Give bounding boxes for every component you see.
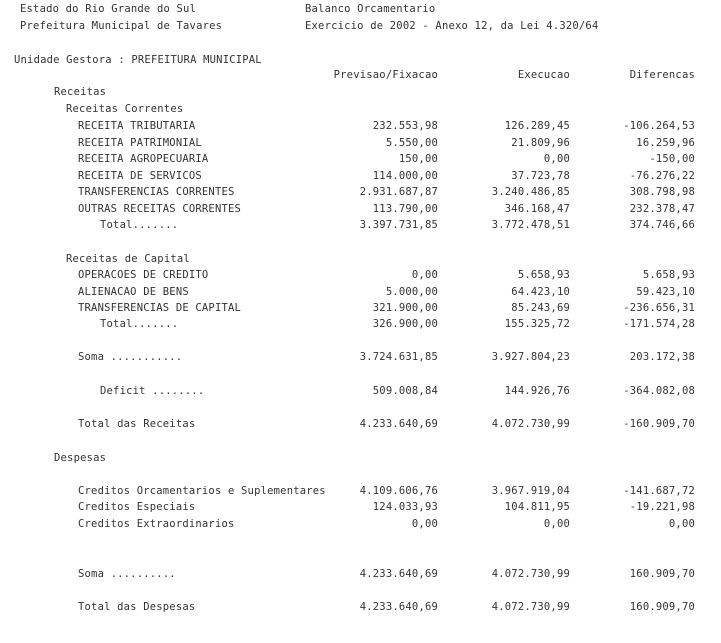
difference-value: -150,00 <box>649 153 695 165</box>
execution-value: 3.967.919,04 <box>491 485 570 497</box>
difference-value: -171.574,28 <box>623 318 695 330</box>
difference-value: 0,00 <box>668 518 695 530</box>
row-label: Receitas <box>54 86 107 98</box>
column-header-forecast: Previsao/Fixacao <box>333 69 438 81</box>
forecast-value: 509.008,84 <box>372 385 438 397</box>
table-row <box>0 186 721 200</box>
row-label: Total das Receitas <box>78 418 196 430</box>
forecast-value: 4.233.640,69 <box>359 568 438 580</box>
forecast-value: 5.000,00 <box>385 286 438 298</box>
row-label: ALIENACAO DE BENS <box>78 286 189 298</box>
difference-value: -76.276,22 <box>629 170 695 182</box>
difference-value: 5.658,93 <box>642 269 695 281</box>
forecast-value: 4.233.640,69 <box>359 601 438 613</box>
execution-value: 0,00 <box>543 518 570 530</box>
execution-value: 3.240.486,85 <box>491 186 570 198</box>
forecast-value: 114.000,00 <box>372 170 438 182</box>
deficit-row <box>0 385 721 399</box>
forecast-value: 0,00 <box>411 269 438 281</box>
row-label: Receitas Correntes <box>66 103 184 115</box>
difference-value: 374.746,66 <box>629 219 695 231</box>
state-name: Estado do Rio Grande do Sul <box>20 3 197 15</box>
difference-value: -141.687,72 <box>623 485 695 497</box>
row-label: OPERACOES DE CREDITO <box>78 269 209 281</box>
row-label: RECEITA TRIBUTARIA <box>78 120 196 132</box>
table-row <box>0 137 721 151</box>
row-label: Creditos Orcamentarios e Suplementares <box>78 485 326 497</box>
execution-value: 3.772.478,51 <box>491 219 570 231</box>
difference-value: -19.221,98 <box>629 501 695 513</box>
total-row <box>0 418 721 432</box>
table-row <box>0 120 721 134</box>
municipality-name: Prefeitura Municipal de Tavares <box>20 20 223 32</box>
forecast-value: 0,00 <box>411 518 438 530</box>
execution-value: 5.658,93 <box>517 269 570 281</box>
subsection-heading <box>0 103 721 117</box>
row-label: Despesas <box>54 452 107 464</box>
total-row <box>0 601 721 615</box>
table-row <box>0 485 721 499</box>
forecast-value: 3.724.631,85 <box>359 351 438 363</box>
row-label: Creditos Extraordinarios <box>78 518 235 530</box>
column-header-execution: Execucao <box>517 69 570 81</box>
difference-value: -106.264,53 <box>623 120 695 132</box>
table-row <box>0 269 721 283</box>
row-label: Total....... <box>100 318 179 330</box>
forecast-value: 3.397.731,85 <box>359 219 438 231</box>
difference-value: 160.909,70 <box>629 601 695 613</box>
difference-value: 59.423,10 <box>636 286 695 298</box>
forecast-value: 5.550,00 <box>385 137 438 149</box>
sum-row <box>0 351 721 365</box>
execution-value: 346.168,47 <box>504 203 570 215</box>
execution-value: 0,00 <box>543 153 570 165</box>
execution-value: 21.809,96 <box>511 137 570 149</box>
row-label: TRANSFERENCIAS CORRENTES <box>78 186 235 198</box>
subtotal-row <box>0 219 721 233</box>
row-label: Soma .......... <box>78 568 176 580</box>
difference-value: -364.082,08 <box>623 385 695 397</box>
row-label: Creditos Especiais <box>78 501 196 513</box>
row-label: Total das Despesas <box>78 601 196 613</box>
difference-value: -160.909,70 <box>623 418 695 430</box>
execution-value: 3.927.804,23 <box>491 351 570 363</box>
execution-value: 85.243,69 <box>511 302 570 314</box>
row-label: Deficit ........ <box>100 385 205 397</box>
forecast-value: 232.553,98 <box>372 120 438 132</box>
difference-value: -236.656,31 <box>623 302 695 314</box>
section-heading <box>0 452 721 466</box>
table-row <box>0 170 721 184</box>
execution-value: 126.289,45 <box>504 120 570 132</box>
row-label: RECEITA AGROPECUARIA <box>78 153 209 165</box>
difference-value: 232.378,47 <box>629 203 695 215</box>
table-row <box>0 153 721 167</box>
execution-value: 37.723,78 <box>511 170 570 182</box>
table-row <box>0 286 721 300</box>
execution-value: 104.811,95 <box>504 501 570 513</box>
row-label: Receitas de Capital <box>66 253 190 265</box>
execution-value: 4.072.730,99 <box>491 568 570 580</box>
difference-value: 308.798,98 <box>629 186 695 198</box>
column-header-differences: Diferencas <box>629 69 695 81</box>
subtotal-row <box>0 318 721 332</box>
row-label: OUTRAS RECEITAS CORRENTES <box>78 203 242 215</box>
row-label: Total....... <box>100 219 179 231</box>
row-label: RECEITA PATRIMONIAL <box>78 137 202 149</box>
subsection-heading <box>0 253 721 267</box>
execution-value: 4.072.730,99 <box>491 418 570 430</box>
forecast-value: 2.931.687,87 <box>359 186 438 198</box>
forecast-value: 150,00 <box>398 153 438 165</box>
row-label: RECEITA DE SERVICOS <box>78 170 202 182</box>
forecast-value: 124.033,93 <box>372 501 438 513</box>
sum-row <box>0 568 721 582</box>
forecast-value: 326.900,00 <box>372 318 438 330</box>
execution-value: 4.072.730,99 <box>491 601 570 613</box>
section-heading <box>0 86 721 100</box>
difference-value: 203.172,38 <box>629 351 695 363</box>
difference-value: 16.259,96 <box>636 137 695 149</box>
forecast-value: 4.109.606,76 <box>359 485 438 497</box>
forecast-value: 113.790,00 <box>372 203 438 215</box>
execution-value: 64.423,10 <box>511 286 570 298</box>
difference-value: 160.909,70 <box>629 568 695 580</box>
row-label: TRANSFERENCIAS DE CAPITAL <box>78 302 242 314</box>
management-unit: Unidade Gestora : PREFEITURA MUNICIPAL <box>14 54 262 66</box>
table-row <box>0 203 721 217</box>
table-row <box>0 302 721 316</box>
table-row <box>0 501 721 515</box>
execution-value: 155.325,72 <box>504 318 570 330</box>
report-title: Balanco Orcamentario <box>305 3 436 15</box>
row-label: Soma ........... <box>78 351 183 363</box>
execution-value: 144.926,76 <box>504 385 570 397</box>
forecast-value: 4.233.640,69 <box>359 418 438 430</box>
table-row <box>0 518 721 532</box>
forecast-value: 321.900,00 <box>372 302 438 314</box>
report-subtitle: Exercicio de 2002 - Anexo 12, da Lei 4.320/64 <box>305 20 599 32</box>
